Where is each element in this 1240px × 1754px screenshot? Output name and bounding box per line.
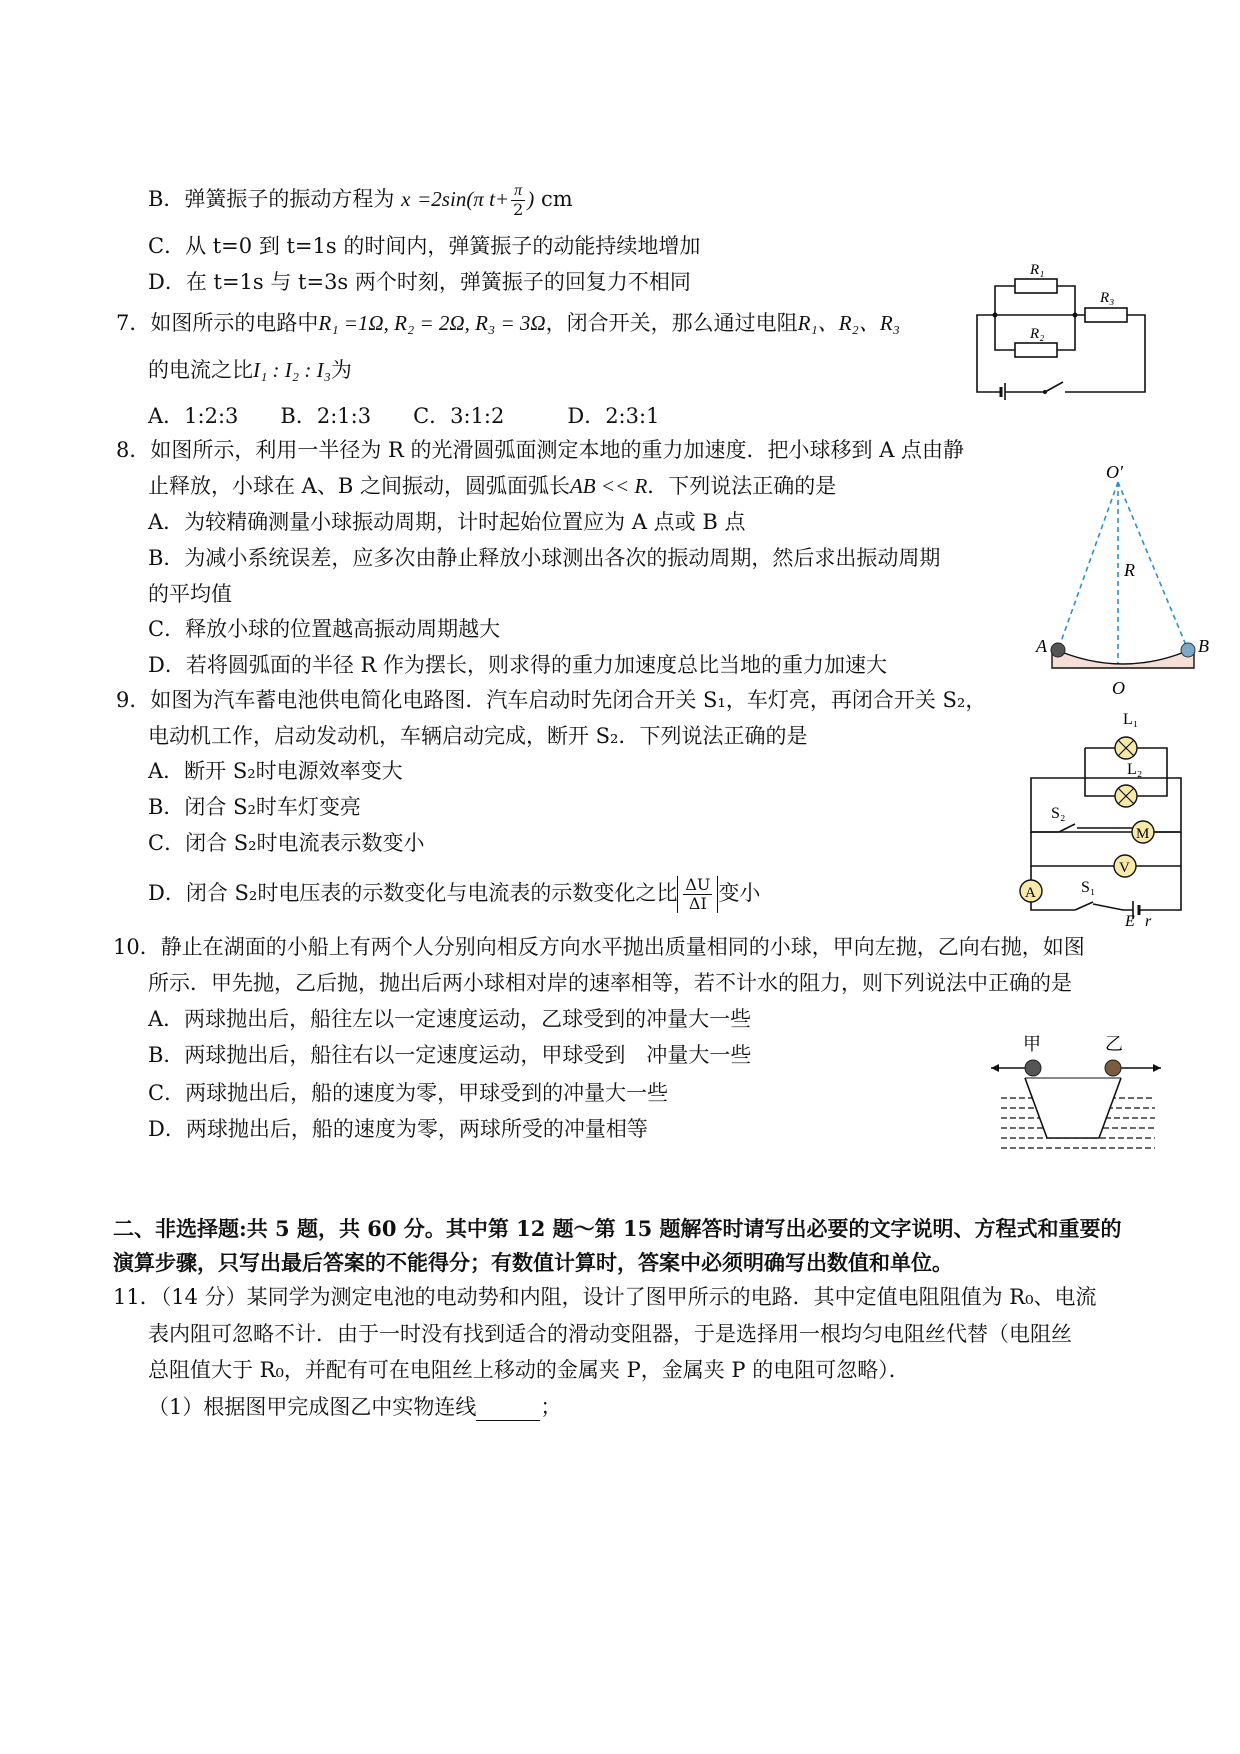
- q11-stem-3: 总阻值大于 R₀，并配有可在电阻丝上移动的金属夹 P，金属夹 P 的电阻可忽略）．: [148, 1358, 910, 1382]
- q9-bottom-wire: [1031, 866, 1181, 910]
- q9-option-c: C．闭合 S₂时电流表示数变小: [148, 831, 425, 855]
- q7-label-r3: R₃: [1100, 290, 1115, 306]
- q7-stem-resistors: R₁、R₂、R₃: [797, 311, 900, 335]
- q8-option-b-1: B．为减小系统误差，应多次由静止释放小球测出各次的振动周期，然后求出振动周期: [148, 546, 941, 570]
- q6-eq-den: 2: [513, 200, 524, 219]
- q6-eq-end: ): [527, 187, 535, 211]
- q10-stem-2: 所示．甲先抛，乙后抛，抛出后两小球相对岸的速率相等，若不计水的阻力，则下列说法中正确的是: [148, 971, 1072, 995]
- q6-eq-lhs: x: [401, 187, 411, 211]
- q9-option-d: [148, 876, 760, 913]
- q9-voltmeter-branch: [1031, 832, 1181, 866]
- q10-label-yi: 乙: [1105, 1034, 1123, 1054]
- section-2-heading-line-2: 演算步骤，只写出最后答案的不能得分；有数值计算时，答案中必须明确写出数值和单位。: [113, 1250, 953, 1275]
- q9-label-s1: S₁: [1081, 879, 1096, 896]
- q9-motor-label: M: [1136, 826, 1150, 842]
- q9-option-a: A．断开 S₂时电源效率变大: [148, 759, 403, 783]
- q7-series-wires: [977, 315, 1145, 392]
- q9-ratio-den: ΔI: [688, 894, 707, 913]
- q7-label-r2: R₂: [1030, 326, 1045, 342]
- q9-label-l2: L₂: [1127, 761, 1143, 778]
- q9-car-battery-circuit: [1015, 708, 1195, 928]
- q8-option-b-2: 的平均值: [148, 582, 232, 606]
- q7-node-left: [993, 313, 998, 318]
- q8-stem-2: [148, 472, 836, 500]
- q9-label-s2: S₂: [1051, 805, 1066, 822]
- q8-ball-a: [1051, 643, 1065, 657]
- q7-stem2-prefix: 的电流之比: [148, 358, 253, 382]
- q6-option-b-text: B．弹簧振子的振动方程为: [148, 187, 395, 211]
- q10-option-c: C．两球抛出后，船的速度为零，甲球受到的冲量大一些: [148, 1081, 669, 1105]
- q8-option-d: D．若将圆弧面的半径 R 作为摆长，则求得的重力加速度总比当地的重力加速大: [148, 653, 887, 677]
- q7-switch-blade: [1045, 382, 1063, 392]
- q9-ratio-num: ΔU: [685, 875, 711, 894]
- q10-stem-1: 10．静止在湖面的小船上有两个人分别向相反方向水平抛出质量相同的小球，甲向左抛，乙向右抛，如图: [113, 935, 1085, 959]
- q9-label-e: E: [1125, 913, 1135, 928]
- q6-option-d: D．在 t=1s 与 t=3s 两个时刻，弹簧振子的回复力不相同: [148, 270, 691, 294]
- q11-sub-1-answer-blank: [476, 1400, 540, 1421]
- q11-sub-1-prefix: （1）根据图甲完成图乙中实物连线: [148, 1395, 477, 1419]
- q6-eq-mid: =2sin(π t+: [417, 187, 510, 211]
- q7-node-right: [1073, 313, 1078, 318]
- q10-boat-hull: [1025, 1078, 1121, 1138]
- q7-stem-mid: ，闭合开关，那么通过电阻: [545, 311, 798, 335]
- q7-resistor-r3: [1085, 308, 1127, 322]
- q7-options: A．1:2:3 B．2:1:3 C．3:1:2 D．2:3:1: [148, 404, 660, 428]
- q10-right-arrow-head: [1153, 1064, 1161, 1072]
- q9-ratio-fraction: [683, 876, 712, 913]
- q7-switch-pivot: [1043, 390, 1047, 394]
- q7-circuit-diagram: [975, 250, 1155, 400]
- q8-arc-surface: [1052, 648, 1194, 668]
- q10-label-jia: 甲: [1023, 1034, 1041, 1054]
- q11-sub-1: [148, 1393, 561, 1421]
- q10-boat-diagram: [985, 1030, 1175, 1160]
- q9-label-l1: L₁: [1123, 711, 1139, 728]
- q10-option-d: D．两球抛出后，船的速度为零，两球所受的冲量相等: [148, 1117, 648, 1141]
- q8-label-a: A: [1036, 636, 1047, 656]
- q7-stem2-eq: I₁ : I₂ : I₃: [253, 358, 331, 382]
- q8-ball-b: [1181, 643, 1195, 657]
- q7-resistor-r2: [1015, 343, 1057, 357]
- q8-pendulum-arc-diagram: [1030, 462, 1220, 702]
- q8-label-o-prime: O′: [1106, 462, 1123, 482]
- q6-eq-fraction: [511, 182, 525, 219]
- section-2-heading-line-1: 二、非选择题:共 5 题，共 60 分。其中第 12 题～第 15 题解答时请写出必要的文字说明、方程式和重要的: [113, 1216, 1122, 1241]
- q6-option-b: [148, 182, 573, 219]
- q7-label-r1: R₁: [1030, 262, 1045, 278]
- q9-label-r: r: [1145, 913, 1152, 928]
- q7-stem-eq: R₁ =1Ω, R₂ = 2Ω, R₃ = 3Ω: [318, 311, 546, 335]
- q8-label-r: R: [1124, 560, 1135, 580]
- q8-stem-1: 8．如图所示，利用一半径为 R 的光滑圆弧面测定本地的重力加速度．把小球移到 A 点由静: [116, 438, 965, 462]
- q9-stem-1: 9．如图为汽车蓄电池供电简化电路图．汽车启动时先闭合开关 S₁，车灯亮，再闭合开关 S₂，: [116, 688, 987, 712]
- q7-resistor-r1: [1015, 279, 1057, 293]
- q8-stem2-suffix: ．下列说法正确的是: [647, 474, 837, 498]
- q7-stem2-suffix: 为: [330, 358, 352, 382]
- q11-stem-1: 11．（14 分）某同学为测定电池的电动势和内阻，设计了图甲所示的电路．其中定值电阻阻值为 R₀、电流: [113, 1285, 1097, 1309]
- q9-voltmeter-label: V: [1119, 860, 1130, 876]
- q8-stem2-eq: AB << R: [569, 474, 648, 498]
- q9-ratio-abs: [677, 876, 718, 913]
- q7-stem-prefix: 7．如图所示的电路中: [116, 311, 319, 335]
- q8-option-c: C．释放小球的位置越高振动周期越大: [148, 617, 501, 641]
- q8-label-o: O: [1112, 678, 1125, 698]
- q10-left-arrow-head: [991, 1064, 999, 1072]
- q8-stem2-prefix: 止释放，小球在 A、B 之间振动，圆弧面弧长: [148, 474, 570, 498]
- q8-radius-to-a: [1058, 482, 1118, 650]
- q10-option-a: A．两球抛出后，船往左以一定速度运动，乙球受到的冲量大一些: [148, 1007, 752, 1031]
- q7-stem-2: [148, 356, 352, 384]
- q10-option-b: B．两球抛出后，船往右以一定速度运动，甲球受到 冲量大一些: [148, 1043, 752, 1067]
- q11-sub-1-suffix: ；: [540, 1395, 562, 1419]
- q6-eq-unit: cm: [540, 187, 573, 211]
- q9-ammeter-label: A: [1025, 885, 1036, 901]
- q11-stem-2: 表内阻可忽略不计．由于一时没有找到适合的滑动变阻器，于是选择用一根均匀电阻丝代替（电阻丝: [148, 1322, 1072, 1346]
- q9-stem-2: 电动机工作，启动发动机，车辆启动完成，断开 S₂．下列说法正确的是: [148, 724, 808, 748]
- q9-option-d-suffix: 变小: [718, 881, 761, 905]
- q6-option-c: C．从 t=0 到 t=1s 的时间内，弹簧振子的动能持续地增加: [148, 234, 701, 258]
- q9-switch-s1: [1075, 902, 1093, 910]
- q6-eq-num: π: [511, 182, 525, 201]
- q10-ball-jia: [1025, 1060, 1041, 1076]
- q9-option-b: B．闭合 S₂时车灯变亮: [148, 795, 361, 819]
- q8-label-b: B: [1198, 636, 1209, 656]
- q8-option-a: A．为较精确测量小球振动周期，计时起始位置应为 A 点或 B 点: [148, 510, 746, 534]
- q10-ball-yi: [1105, 1060, 1121, 1076]
- q9-option-d-prefix: D．闭合 S₂时电压表的示数变化与电流表的示数变化之比: [148, 881, 678, 905]
- q9-switch-s2: [1059, 824, 1075, 832]
- q7-stem: [116, 309, 900, 337]
